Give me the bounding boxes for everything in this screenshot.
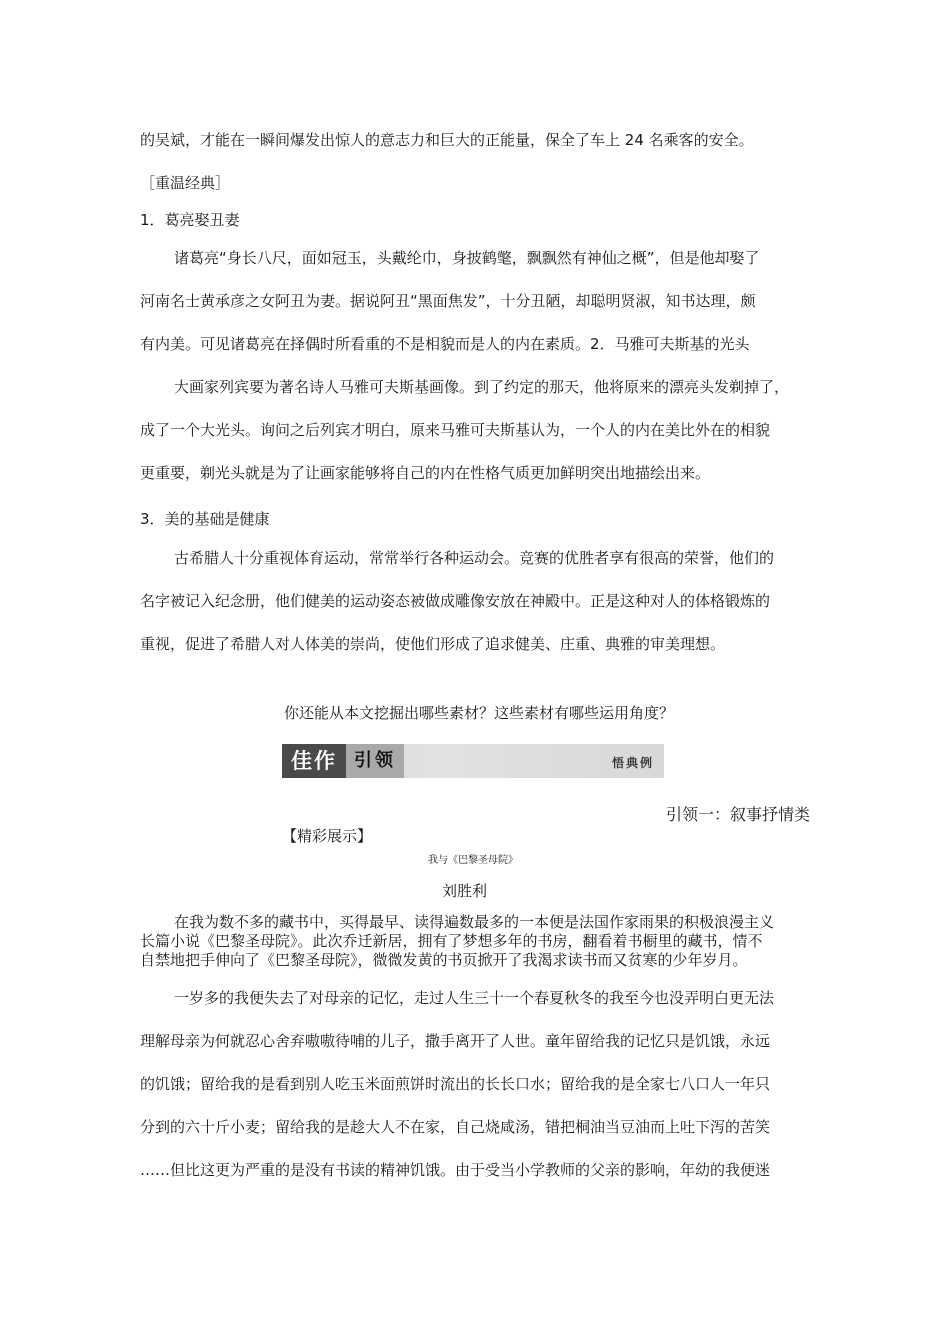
text-line: 名字被记入纪念册，他们健美的运动姿态被做成雕像安放在神殿中。正是这种对人的体格锻炼的: [140, 592, 771, 610]
banner-part-2: 引领: [346, 744, 404, 778]
item-title: 3．美的基础是健康: [140, 510, 270, 528]
text-line: 的饥饿；留给我的是看到别人吃玉米面煎饼时流出的长长口水；留给我的是全家七八口人一年只: [140, 1075, 771, 1093]
text-line: 理解母亲为何就忍心舍弃嗷嗷待哺的儿子，撒手离开了人世。童年留给我的记忆只是饥饿，永远: [140, 1032, 771, 1050]
text-line: 自禁地把手伸向了《巴黎圣母院》，微微发黄的书页掀开了我渴求读书而又贫寒的少年岁月。: [140, 951, 748, 969]
banner-part-1: 佳作: [282, 744, 346, 778]
essay-author: 刘胜利: [442, 882, 488, 900]
text-line: 诸葛亮“身长八尺，面如冠玉，头戴纶巾，身披鹤氅，飘飘然有神仙之概”，但是他却娶了: [174, 249, 760, 267]
text-line: 在我为数不多的藏书中，买得最早、读得遍数最多的一本便是法国作家雨果的积极浪漫主义: [174, 913, 775, 931]
question-line: 你还能从本文挖掘出哪些素材？这些素材有哪些运用角度？: [284, 704, 675, 722]
text-line: 长篇小说《巴黎圣母院》。此次乔迁新居，拥有了梦想多年的书房，翻看着书橱里的藏书，情不: [140, 932, 763, 950]
text-line: 河南名士黄承彦之女阿丑为妻。据说阿丑“黑面焦发”，十分丑陋，却聪明贤淑，知书达理，颇: [140, 292, 756, 310]
text-line: 古希腊人十分重视体育运动，常常举行各种运动会。竞赛的优胜者享有很高的荣誉，他们的: [174, 549, 775, 567]
subsection-title: 引领一：叙事抒情类: [666, 805, 811, 824]
text-line: 有内美。可见诸葛亮在择偶时所看重的不是相貌而是人的内在素质。2．马雅可夫斯基的光头: [140, 335, 750, 353]
banner-part-3: 悟典例: [611, 756, 654, 770]
section-banner: [282, 744, 664, 778]
text-line: 一岁多的我便失去了对母亲的记忆，走过人生三十一个春夏秋冬的我至今也没弄明白更无法: [174, 989, 775, 1007]
text-line: 的吴斌，才能在一瞬间爆发出惊人的意志力和巨大的正能量，保全了车上 24 名乘客的安全。: [140, 131, 754, 149]
text-line: 更重要，剃光头就是为了让画家能够将自己的内在性格气质更加鲜明突出地描绘出来。: [140, 464, 711, 482]
text-line: 分到的六十斤小麦；留给我的是趁大人不在家，自己烧咸汤，错把桐油当豆油而上吐下泻的苦笑: [140, 1118, 771, 1136]
text-line: 成了一个大光头。询问之后列宾才明白，原来马雅可夫斯基认为，一个人的内在美比外在的相貌: [140, 421, 771, 439]
essay-title: 我与《巴黎圣母院》: [428, 855, 518, 866]
section-heading: ［重温经典］: [140, 174, 231, 192]
item-title: 1．葛亮娶丑妻: [140, 211, 240, 229]
text-line: 大画家列宾要为著名诗人马雅可夫斯基画像。到了约定的那天，他将原来的漂亮头发剃掉了，: [174, 378, 790, 396]
text-line: ……但比这更为严重的是没有书读的精神饥饿。由于受当小学教师的父亲的影响，年幼的我便迷: [140, 1161, 771, 1179]
text-line: 重视，促进了希腊人对人体美的崇尚，使他们形成了追求健美、庄重、典雅的审美理想。: [140, 635, 726, 653]
showcase-label: 【精彩展示】: [282, 827, 373, 845]
